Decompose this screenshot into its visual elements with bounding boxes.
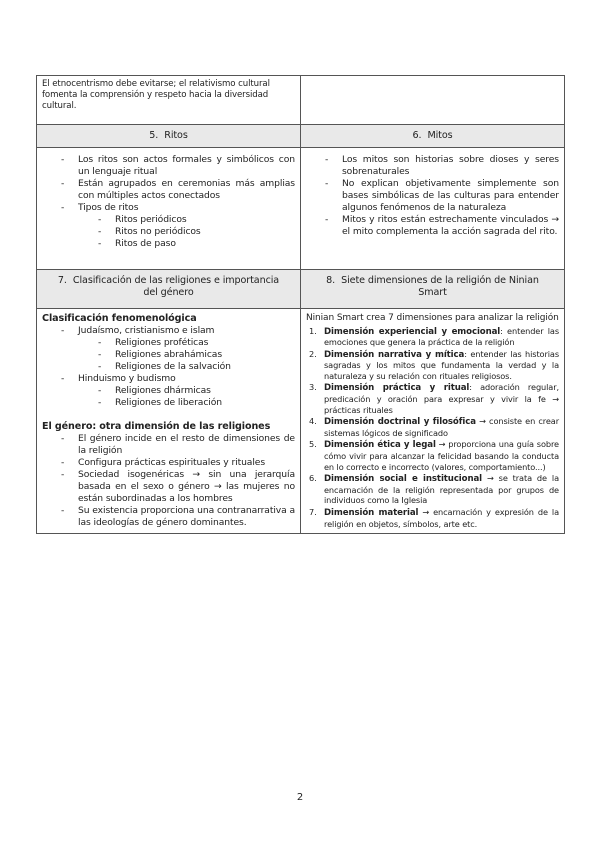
dimension-number: 2.	[309, 348, 317, 359]
list-item: - Hinduismo y budismo	[42, 373, 295, 385]
sec7-number: 7.	[57, 275, 67, 286]
sec8-number: 8.	[326, 275, 336, 286]
intro-text: El etnocentrismo debe evitarse; el relativismo cultural fomenta la comprensión y respeto hacia la diversidad cultural.	[42, 79, 270, 111]
dimension-name: Dimensión experiencial y emocional	[324, 326, 501, 337]
intro-row	[37, 76, 565, 125]
list-item: - Mitos y ritos están estrechamente vinculados → el mito complementa la acción sagrada del rito.	[306, 214, 559, 238]
dimension-number: 6.	[309, 473, 317, 484]
dimension-text: → proporciona una guía sobre cómo vivir para alcanzar la felicidad basando la conducta en lo correcto e incorrecto (valores, comportamiento...)	[324, 439, 559, 472]
list-item: - Están agrupados en ceremonias más amplias con múltiples actos conectados	[42, 178, 295, 202]
list-item: - Religiones abrahámicas	[42, 349, 295, 361]
dimension-name: Dimensión ética y legal	[324, 440, 436, 451]
body-row-2	[37, 309, 565, 534]
group2-list	[42, 373, 295, 385]
dimension-item	[306, 416, 559, 438]
dimension-item	[306, 349, 559, 382]
sec6-body	[301, 148, 565, 270]
sec5-body	[37, 148, 301, 270]
dimension-name: Dimensión práctica y ritual	[324, 383, 470, 394]
list-item: - Configura prácticas espirituales y rituales	[42, 457, 295, 469]
genero-list	[42, 433, 295, 529]
list-item: - Judaísmo, cristianismo e islam	[42, 325, 295, 337]
dimension-name: Dimensión social e institucional	[324, 474, 483, 485]
list-item: - Religiones dhármicas	[42, 385, 295, 397]
dimension-text: → se trata de la encarnación de la religión representada por grupos de individuos como la Iglesia	[324, 473, 559, 506]
fenom-title: Clasificación fenomenológica	[42, 313, 197, 324]
header-row-2	[37, 270, 565, 309]
sec5-header	[37, 125, 301, 148]
list-item: - Religiones de la salvación	[42, 361, 295, 373]
list-item: - No explican objetivamente simplemente son bases simbólicas de las culturas para entender algunos fenómenos de la naturaleza	[306, 178, 559, 214]
page-number: 2	[296, 792, 304, 803]
dimension-name: Dimensión doctrinal y filosófica	[324, 417, 476, 428]
dimension-text: : entender las emociones que genera la práctica de la religión	[324, 325, 559, 348]
list-item: - Tipos de ritos	[42, 202, 295, 214]
dimension-text: : entender las historias sagradas y los mitos que fundamenta la verdad y la naturaleza y su relación con rituales religiosos.	[324, 348, 559, 381]
header-row-1	[37, 125, 565, 148]
dimension-number: 5.	[309, 439, 317, 450]
sec6-header	[301, 125, 565, 148]
dimension-name: Dimensión material	[324, 508, 419, 518]
dimension-item	[306, 439, 559, 472]
sec6-list	[306, 154, 559, 238]
dimensions-list	[306, 326, 559, 530]
dimension-number: 4.	[309, 416, 317, 427]
sec5-list	[42, 154, 295, 214]
list-item: - Ritos de paso	[42, 238, 295, 250]
dimension-item	[306, 326, 559, 348]
list-item: - Los mitos son historias sobre dioses y seres sobrenaturales	[306, 154, 559, 178]
group2-sublist	[42, 385, 295, 409]
dimension-item	[306, 507, 559, 529]
sec6-title: Mitos	[427, 130, 453, 141]
dimension-text: → consiste en crear sistemas lógicos de significado	[324, 416, 559, 438]
sec5-title: Ritos	[164, 130, 188, 141]
dimension-item	[306, 382, 559, 415]
sec7-header	[37, 270, 301, 309]
sec8-header	[301, 270, 565, 309]
sec8-title: Siete dimensiones de la religión de Ninian Smart	[341, 275, 539, 298]
intro-left-cell	[37, 76, 301, 125]
sec5-number: 5.	[149, 130, 159, 141]
genero-title: El género: otra dimensión de las religiones	[42, 421, 271, 432]
list-item: - Los ritos son actos formales y simbólicos con un lenguaje ritual	[42, 154, 295, 178]
dimension-number: 7.	[309, 507, 317, 517]
list-item: - Su existencia proporciona una contranarrativa a las ideologías de género dominantes.	[42, 505, 295, 529]
sec7-body	[37, 309, 301, 534]
sec8-body	[301, 309, 565, 534]
list-item: - Religiones proféticas	[42, 337, 295, 349]
dimension-text: : adoración regular, predicación y oración para expresar y vivir la fe → prácticas rituales	[324, 382, 559, 415]
dimension-text: → encarnación y expresión de la religión en objetos, símbolos, arte etc.	[324, 507, 560, 529]
dimension-number: 1.	[309, 325, 317, 336]
sec8-intro: Ninian Smart crea 7 dimensiones para analizar la religión	[306, 313, 559, 323]
intro-right-cell	[301, 76, 565, 125]
sec5-sublist	[42, 214, 295, 250]
list-item: - El género incide en el resto de dimensiones de la religión	[42, 433, 295, 457]
group1-sublist	[42, 337, 295, 373]
content-table	[36, 75, 565, 534]
dimension-name: Dimensión narrativa y mítica	[324, 349, 465, 360]
sec7-title: Clasificación de las religiones e importancia del género	[72, 275, 280, 298]
dimension-number: 3.	[309, 382, 317, 393]
group1-list	[42, 325, 295, 337]
list-item: - Sociedad isogenéricas → sin una jerarquía basada en el sexo o género → las mujeres no están subordinadas a los hombres	[42, 469, 295, 505]
list-item: - Ritos no periódicos	[42, 226, 295, 238]
sec6-number: 6.	[412, 130, 422, 141]
dimension-item	[306, 473, 559, 506]
list-item: - Religiones de liberación	[42, 397, 295, 409]
list-item: - Ritos periódicos	[42, 214, 295, 226]
body-row-1	[37, 148, 565, 270]
